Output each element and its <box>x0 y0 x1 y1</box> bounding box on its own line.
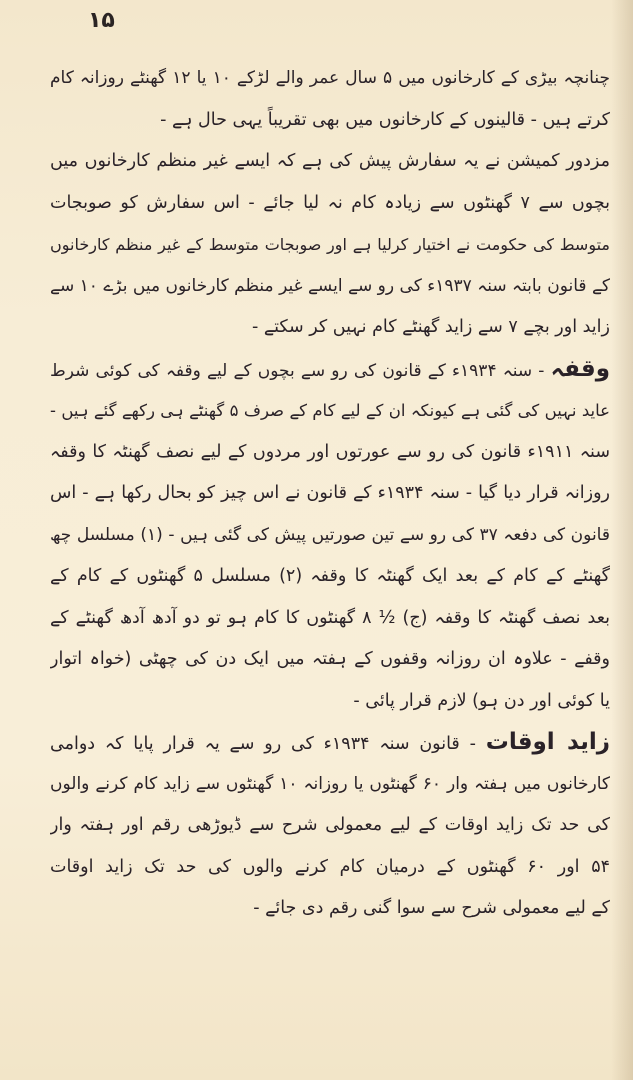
text-line <box>50 266 610 308</box>
text-line <box>50 556 610 598</box>
line-text: زاید اور بچے ۷ سے زاید گھنٹے کام نہیں کر سکتے - <box>251 317 610 337</box>
line-text: چنانچہ بیڑی کے کارخانوں میں ۵ سال عمر والے لڑکے ۱۰ یا ۱۲ گھنٹے روزانہ کام <box>50 68 610 88</box>
line-text: متوسط کی حکومت نے اختیار کرلیا ہے اور صوبجات متوسط کے غیر منظم کارخانوں <box>50 235 610 254</box>
line-text: کارخانوں میں ہفتہ وار ۶۰ گھنٹوں یا روزانہ ۱۰ گھنٹوں سے زاید کام کرنے والوں <box>50 773 610 794</box>
text-line <box>50 183 610 225</box>
line-text: یا کوئی اور دن ہو) لازم قرار پائی - <box>353 690 610 711</box>
text-line <box>50 390 610 432</box>
text-line <box>50 432 610 474</box>
page-number: ۱۵ <box>88 8 115 33</box>
line-text: - قانون سنہ ۱۹۳۴ء کی رو سے یہ قرار پایا کہ دوامی <box>50 734 486 754</box>
line-text: بچوں سے ۷ گھنٹوں سے زیادہ کام نہ لیا جائے - اس سفارش کو صوبجات <box>50 192 610 213</box>
text-line <box>50 722 610 764</box>
text-line <box>50 847 610 889</box>
line-text: مزدور کمیشن نے یہ سفارش پیش کی ہے کہ ایسے غیر منظم کارخانوں میں <box>50 151 610 171</box>
line-text: عاید نہیں کی گئی ہے کیونکہ ان کے لیے کام کے صرف ۵ گھنٹے ہی رکھے گئے ہیں - <box>50 401 610 420</box>
line-text: ۵۴ اور ۶۰ گھنٹوں کے درمیان کام کرنے والوں کی حد تک زاید اوقات <box>50 856 610 877</box>
section-heading: وقفہ <box>550 355 610 382</box>
line-text: - سنہ ۱۹۳۴ء کے قانون کی رو سے بچوں کے لیے وقفہ کی کوئی شرط <box>50 360 551 381</box>
line-text: سنہ ۱۹۱۱ء قانون کی رو سے عورتوں اور مردوں کے لیے نصف گھنٹہ کا وقفہ <box>50 441 610 462</box>
line-text: گھنٹے کے کام کے بعد ایک گھنٹہ کا وقفہ (۲) مسلسل ۵ گھنٹوں کے کام کے <box>50 566 610 586</box>
section-heading: زاید اوقات <box>485 729 610 755</box>
text-line <box>50 515 610 557</box>
line-text: روزانہ قرار دیا گیا - سنہ ۱۹۳۴ء کے قانون نے اس چیز کو بحال رکھا ہے - اس <box>50 483 610 503</box>
text-line <box>50 639 610 681</box>
text-line <box>50 307 610 349</box>
text-line <box>50 58 610 100</box>
line-text: بعد نصف گھنٹہ کا وقفہ (ج) ½ ۸ گھنٹوں کا کام ہو تو دو آدھ آدھ گھنٹے کے <box>50 607 610 628</box>
line-text: کے لیے معمولی شرح سے سوا گنی رقم دی جائے - <box>253 898 610 918</box>
line-text: کے قانون بابتہ سنہ ۱۹۳۷ء کی رو سے ایسے غیر منظم کارخانوں میں بڑے ۱۰ سے <box>50 275 610 296</box>
text-line <box>50 349 610 391</box>
line-text: کرتے ہیں - قالینوں کے کارخانوں میں بھی تقریباً یہی حال ہے - <box>160 109 610 130</box>
page-text <box>50 58 610 930</box>
text-line <box>50 888 610 930</box>
line-text: کی حد تک زاید اوقات کے لیے معمولی شرح سے ڈیوڑھی رقم اور ہفتہ وار <box>50 815 610 835</box>
line-text: وقفے - علاوہ ان روزانہ وقفوں کے ہفتہ میں ایک دن کی چھٹی (خواہ اتوار <box>50 649 610 669</box>
line-text: قانون کی دفعہ ۳۷ کی رو سے تین صورتیں پیش کی گئی ہیں - (۱) مسلسل چھ <box>50 524 610 545</box>
text-line <box>50 681 610 723</box>
text-line <box>50 141 610 183</box>
text-line <box>50 598 610 640</box>
text-line <box>50 100 610 142</box>
text-line <box>50 764 610 806</box>
text-line <box>50 805 610 847</box>
text-line <box>50 224 610 266</box>
text-line <box>50 473 610 515</box>
